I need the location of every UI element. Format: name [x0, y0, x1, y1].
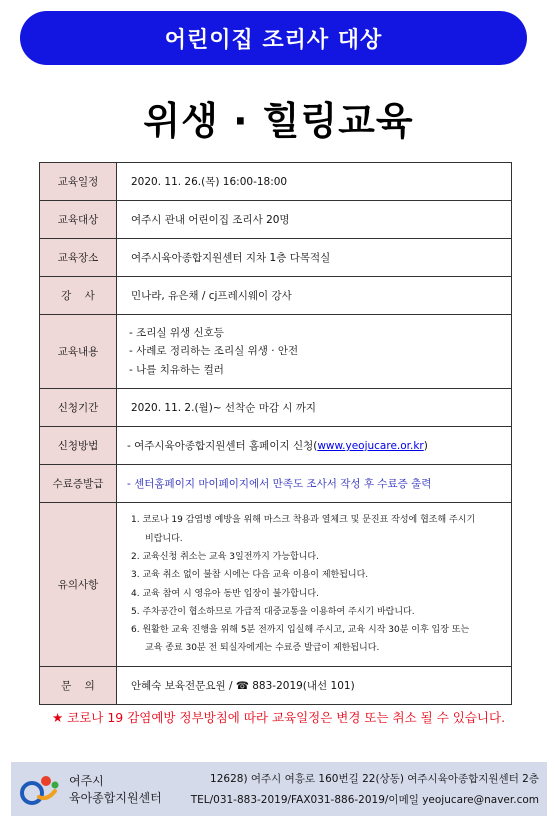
note-line: 비랍니다. — [145, 533, 183, 544]
content-item-3: - 나를 치유하는 컬러 — [129, 363, 224, 376]
note-line: 5. 주차공간이 협소하므로 가급적 대중교통을 이용하여 주시기 바랍니다. — [131, 606, 415, 617]
value-place: 여주시육아종합지원센터 지차 1층 다목적실 — [117, 239, 512, 277]
label-inquiry: 문 의 — [40, 667, 117, 705]
value-content — [117, 315, 512, 389]
table-row-date — [40, 163, 512, 201]
table-row-target — [40, 201, 512, 239]
org-name-line2: 육아종합지원센터 — [69, 791, 162, 805]
method-suffix: ) — [423, 440, 428, 452]
label-content: 교육내용 — [40, 315, 117, 389]
method-prefix: - 여주시육아종합지원센터 홈페이지 신청( — [127, 440, 318, 452]
table-row-certificate — [40, 465, 512, 503]
table-row-notes — [40, 503, 512, 667]
header-banner — [20, 11, 527, 65]
note-line: 6. 원활한 교육 진행을 위해 5분 전까지 입실해 주시고, 교육 시작 30분 이후 입장 또는 — [131, 625, 470, 636]
footer-address: 12628) 여주시 여흥로 160번길 22(상동) 여주시육아종합지원센터 2층 — [210, 773, 539, 785]
value-date: 2020. 11. 26.(목) 16:00-18:00 — [117, 163, 512, 201]
label-period: 신청기간 — [40, 389, 117, 427]
label-place: 교육장소 — [40, 239, 117, 277]
value-target: 여주시 관내 어린이집 조리사 20명 — [117, 201, 512, 239]
footer-contact: TEL/031-883-2019/FAX031-886-2019/이메일 yeojucare@naver.com — [190, 794, 539, 806]
note-line: 교육 종료 30분 전 퇴실자에게는 수료증 발급이 제한됩니다. — [145, 643, 380, 654]
page-title: 위생 · 힐링교육 — [143, 99, 414, 143]
table-row-period — [40, 389, 512, 427]
banner-text: 어린이집 조리사 대상 — [164, 27, 383, 53]
value-period: 2020. 11. 2.(월)~ 선착순 마감 시 까지 — [117, 389, 512, 427]
table-row-lecturer — [40, 277, 512, 315]
notes-list — [117, 511, 511, 657]
label-certificate: 수료증발급 — [40, 465, 117, 503]
note-line: 3. 교육 취소 없이 불참 시에는 다음 교육 이용이 제한됩니다. — [131, 570, 369, 581]
label-lecturer: 강 사 — [40, 277, 117, 315]
value-notes — [117, 503, 512, 667]
table-row-place — [40, 239, 512, 277]
table-row-inquiry — [40, 667, 512, 705]
value-inquiry: 안혜숙 보육전문요원 / ☎ 883-2019(내선 101) — [117, 667, 512, 705]
value-certificate: - 센터홈페이지 마이페이지에서 만족도 조사서 작성 후 수료증 출력 — [117, 465, 512, 503]
note-line: 2. 교육신청 취소는 교육 3일전까지 가능합니다. — [131, 551, 319, 562]
footer-bar — [11, 762, 547, 816]
center-logo-icon — [19, 771, 61, 807]
warning-notice: ★ 코로나 19 감염예방 정부방침에 따라 교육일정은 변경 또는 취소 될 수 있습니다. — [51, 710, 506, 725]
org-name-line1: 여주시 — [69, 774, 104, 788]
note-line: 1. 코로나 19 감염병 예방을 위해 마스크 착용과 열체크 및 문진표 작성에 협조해 주시기 — [131, 515, 476, 526]
value-lecturer: 민나라, 유은채 / cj프레시웨이 강사 — [117, 277, 512, 315]
content-item-1: - 조리실 위생 신호등 — [129, 326, 224, 339]
homepage-link[interactable]: www.yeojucare.or.kr — [317, 440, 424, 452]
info-table — [39, 162, 512, 705]
table-row-method — [40, 427, 512, 465]
label-notes: 유의사항 — [40, 503, 117, 667]
note-line: 4. 교육 참여 시 영유아 동반 입장이 불가합니다. — [131, 588, 319, 599]
label-date: 교육일정 — [40, 163, 117, 201]
value-method — [117, 427, 512, 465]
label-method: 신청방법 — [40, 427, 117, 465]
content-item-2: - 사례로 정리하는 조리실 위생 · 안전 — [129, 345, 299, 358]
table-row-content — [40, 315, 512, 389]
label-target: 교육대상 — [40, 201, 117, 239]
